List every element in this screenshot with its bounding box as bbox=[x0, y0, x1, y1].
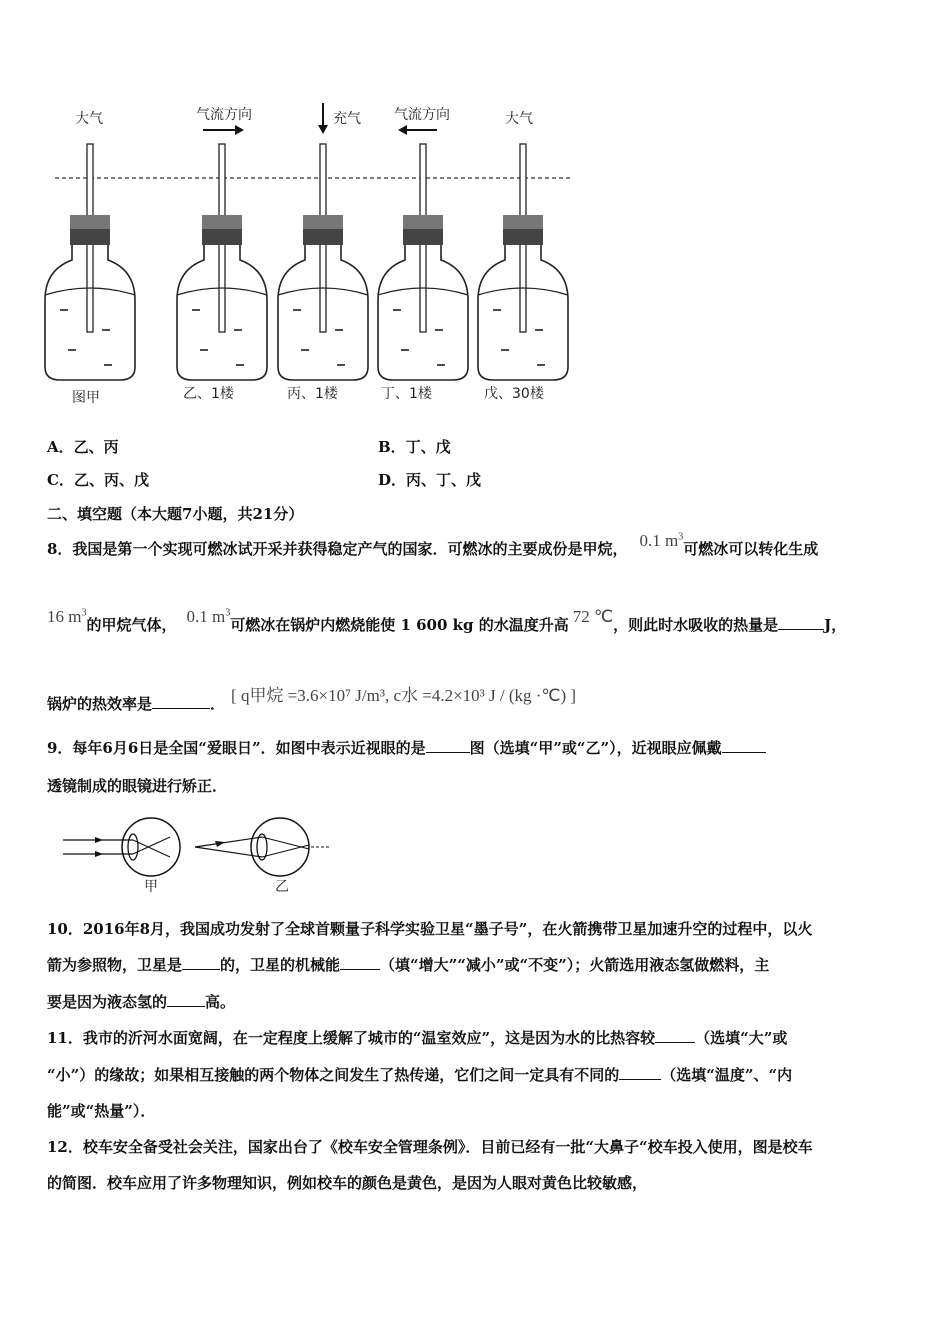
bottle-yi bbox=[177, 144, 267, 380]
q8-volume-c: 0.1 $m^3$ bbox=[186, 607, 231, 626]
q8-text-8: ． bbox=[210, 695, 226, 713]
q8-volume-a: 0.1 $m^3$ bbox=[639, 531, 684, 550]
bottle-experiment-figure bbox=[40, 95, 580, 410]
q11-line3: 能”或“热量”）． bbox=[47, 1102, 156, 1120]
q12-line2: 的简图．校车应用了许多物理知识，例如校车的颜色是黄色，是因为人眼对黄色比较敏感， bbox=[47, 1174, 648, 1192]
q8-text-1: 8．我国是第一个实现可燃冰试开采并获得稳定产气的国家．可燃冰的主要成份是甲烷， bbox=[47, 540, 628, 558]
q10-text-4: 要是因为液态氢的 bbox=[47, 993, 168, 1011]
q12-line1: 12．校车安全备受社会关注，国家出台了《校车安全管理条例》．目前已经有一批“大鼻子“校车投入使用，图是校车 bbox=[47, 1138, 813, 1156]
q10-text-5: 高。 bbox=[205, 993, 236, 1011]
q9-line1 bbox=[47, 737, 766, 758]
q8-text-6: J， bbox=[824, 616, 847, 634]
q9-line2: 透镜制成的眼镜进行矫正． bbox=[47, 777, 228, 795]
arrow-down-icon bbox=[318, 103, 328, 134]
fig-bottom-label-4: 丁、1楼 bbox=[381, 386, 432, 402]
q11-text-4: （选填“温度”、“内 bbox=[661, 1066, 793, 1084]
q8-line1 bbox=[47, 531, 819, 559]
q9-blank-2[interactable] bbox=[722, 738, 766, 753]
fig-bottom-label-2: 乙、1楼 bbox=[183, 386, 234, 402]
q10-line1: 10．2016年8月，我国成功发射了全球首颗量子科学实验卫星“墨子号”，在火箭携带卫星加速升空的过程中，以火 bbox=[47, 920, 813, 938]
q9-text-2: 图（选填“甲”或“乙”），近视眼应佩戴 bbox=[469, 739, 722, 757]
q10-line2 bbox=[47, 954, 769, 975]
q8-line2 bbox=[47, 607, 847, 635]
option-a: A．乙、丙 bbox=[47, 438, 119, 456]
section-heading: 二、填空题（本大题7小题，共21分） bbox=[47, 505, 304, 523]
q8-text-5: ，则此时水吸收的热量是 bbox=[613, 616, 779, 634]
q9-text-1: 9．每年6月6日是全国“爱眼日”．如图中表示近视眼的是 bbox=[47, 739, 426, 757]
fig-top-label-5: 大气 bbox=[505, 111, 533, 127]
q8-text-3: 的甲烷气体， bbox=[86, 616, 177, 634]
q11-line2 bbox=[47, 1064, 792, 1085]
q8-temperature: 72 ℃ bbox=[572, 607, 614, 626]
fig-bottom-label-3: 丙、1楼 bbox=[287, 386, 338, 402]
bottle-wu bbox=[478, 144, 568, 380]
option-d: D．丙、丁、戊 bbox=[378, 471, 482, 489]
q11-text-1: 11．我市的沂河水面宽阔，在一定程度上缓解了城市的“温室效应”，这是因为水的比热容较 bbox=[47, 1029, 656, 1047]
q8-formula: [ q甲烷 =3.6×10⁷ J/m³, c水 =4.2×10³ J / (kg ·℃) ] bbox=[231, 686, 577, 705]
eye-jia bbox=[63, 818, 180, 876]
q10-blank-1[interactable] bbox=[182, 955, 220, 970]
q10-blank-2[interactable] bbox=[340, 955, 380, 970]
q11-line1 bbox=[47, 1027, 787, 1048]
eye-yi bbox=[195, 818, 331, 876]
bottle-ding bbox=[378, 144, 468, 380]
q11-text-3: “小”）的缘故；如果相互接触的两个物体之间发生了热传递，它们之间一定具有不同的 bbox=[47, 1066, 620, 1084]
fig-top-label-1: 大气 bbox=[75, 111, 103, 127]
option-c: C．乙、丙、戊 bbox=[47, 471, 149, 489]
fig-bottom-label-1: 图甲 bbox=[72, 390, 100, 406]
bottle-jia bbox=[45, 144, 135, 380]
q11-text-2: （选填“大”或 bbox=[695, 1029, 788, 1047]
fig-bottom-label-5: 戊、30楼 bbox=[484, 386, 544, 402]
q8-line3 bbox=[47, 686, 577, 714]
q9-blank-1[interactable] bbox=[426, 738, 470, 753]
q11-blank-2[interactable] bbox=[619, 1065, 661, 1080]
option-b: B．丁、戊 bbox=[378, 438, 451, 456]
q8-efficiency-blank[interactable] bbox=[152, 694, 210, 709]
fig-top-label-2: 气流方向 bbox=[196, 107, 252, 123]
q10-blank-3[interactable] bbox=[167, 992, 205, 1007]
q8-text-4: 可燃冰在锅炉内燃烧能使 1 600 kg 的水温度升高 bbox=[230, 616, 569, 634]
arrow-right-icon bbox=[203, 125, 244, 135]
q8-volume-b: 16 $m^3$ bbox=[47, 607, 87, 626]
q10-text-3: （填“增大”“减小”或“不变”）；火箭选用液态氢做燃料，主 bbox=[380, 956, 770, 974]
q8-text-7: 锅炉的热效率是 bbox=[47, 695, 153, 713]
fig-top-label-3: 充气 bbox=[333, 111, 361, 127]
eye-diagram bbox=[55, 812, 345, 892]
q10-text-2: 的，卫星的机械能 bbox=[220, 956, 341, 974]
q8-text-2: 可燃冰可以转化生成 bbox=[683, 540, 819, 558]
q11-blank-1[interactable] bbox=[655, 1028, 695, 1043]
fig-top-label-4: 气流方向 bbox=[394, 107, 450, 123]
q10-line3 bbox=[47, 991, 235, 1012]
arrow-left-icon bbox=[398, 125, 437, 135]
eye-label-yi: 乙 bbox=[275, 879, 289, 895]
eye-label-jia: 甲 bbox=[144, 879, 158, 895]
q10-text-1: 箭为参照物，卫星是 bbox=[47, 956, 183, 974]
q8-heat-blank[interactable] bbox=[778, 615, 824, 630]
bottle-bing bbox=[278, 144, 368, 380]
